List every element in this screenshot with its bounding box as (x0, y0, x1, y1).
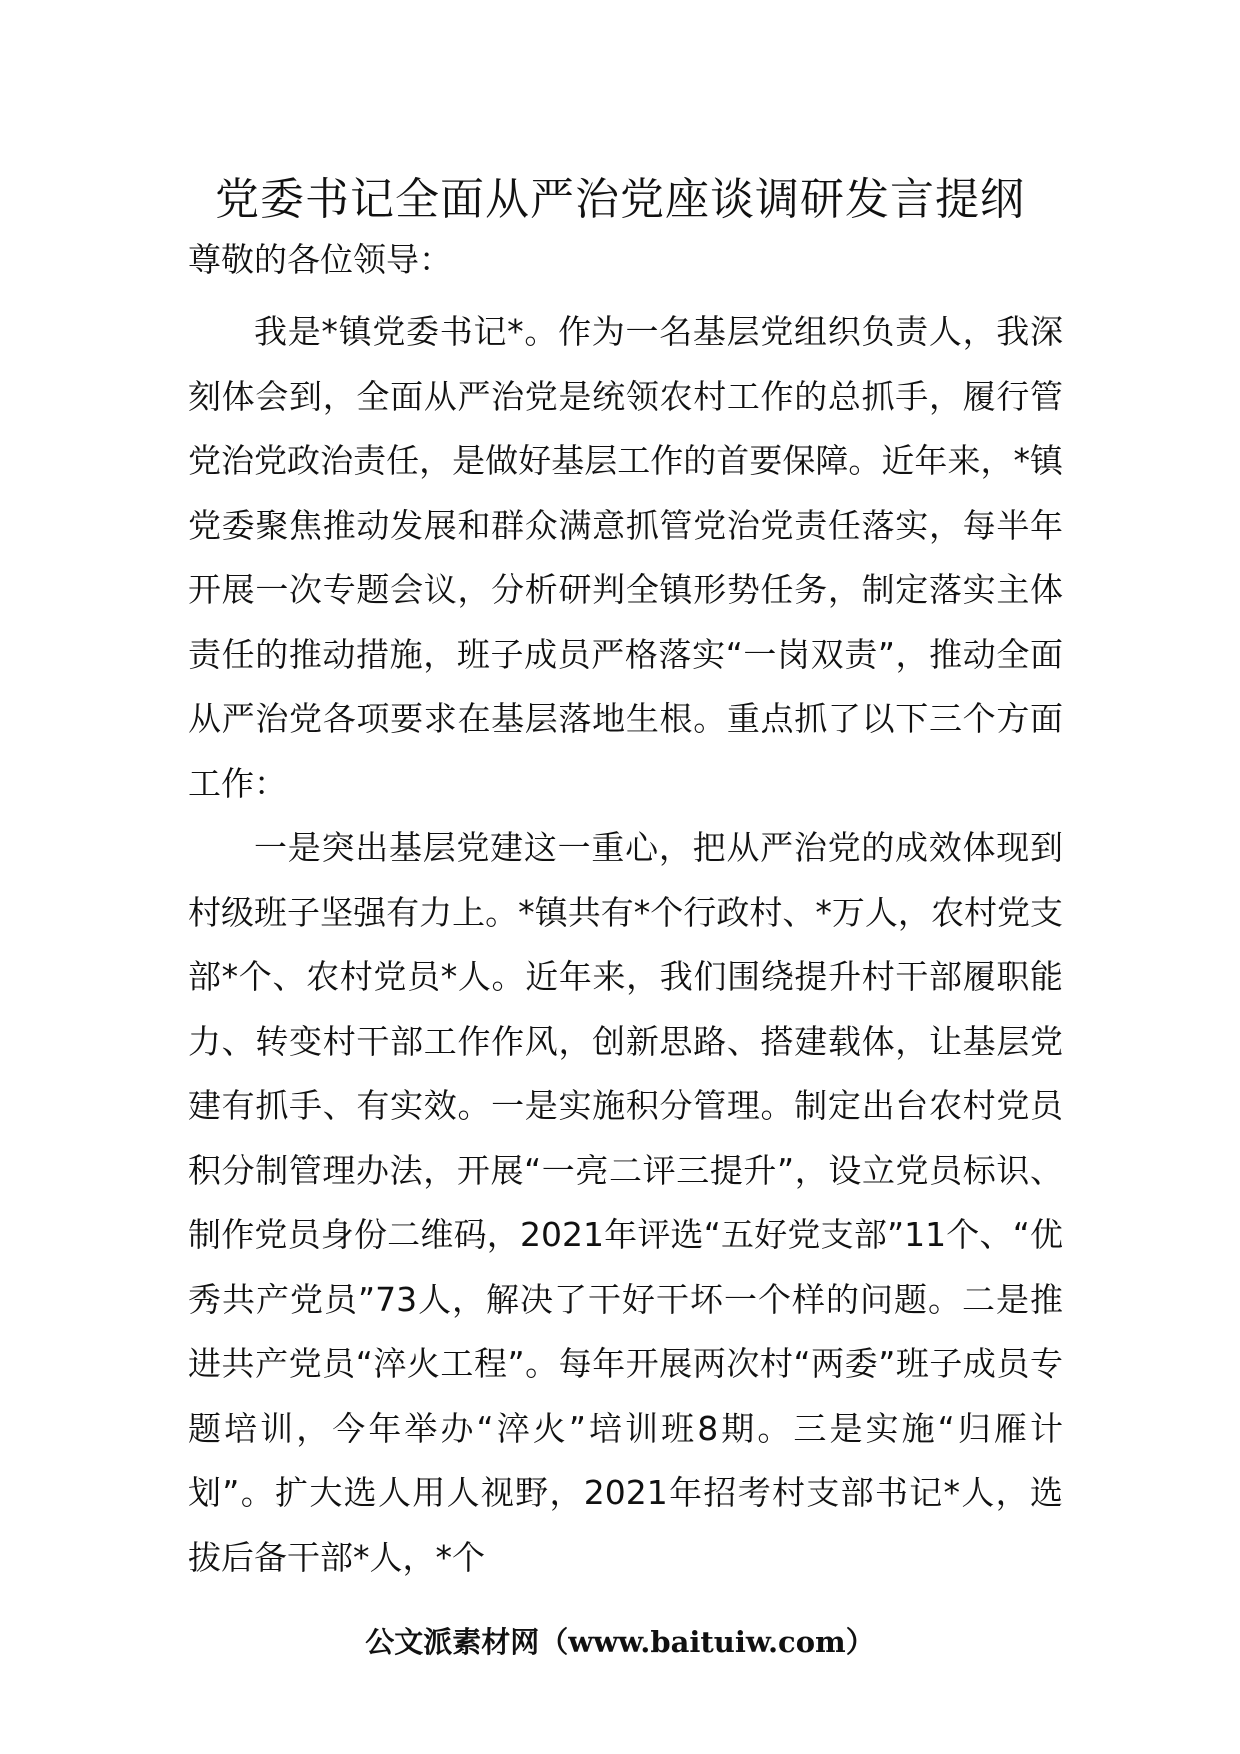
salutation: 尊敬的各位领导： (188, 240, 452, 279)
paragraph-intro: 我是*镇党委书记*。作为一名基层党组织负责人，我深刻体会到，全面从严治党是统领农村工作的总抓手，履行管党治党政治责任，是做好基层工作的首要保障。近年来，*镇党委聚焦推动发展和群众满意抓管党治党责任落实，每半年开展一次专题会议，分析研判全镇形势任务，制定落实主体责任的推动措施，班子成员严格落实“一岗双责”，推动全面从严治党各项要求在基层落地生根。重点抓了以下三个方面工作： (188, 312, 1063, 803)
document-body (188, 300, 1063, 1590)
paragraph-point-one: 一是突出基层党建这一重心，把从严治党的成效体现到村级班子坚强有力上。*镇共有*个行政村、*万人，农村党支部*个、农村党员*人。近年来，我们围绕提升村干部履职能力、转变村干部工作作风，创新思路、搭建载体，让基层党建有抓手、有实效。一是实施积分管理。制定出台农村党员积分制管理办法，开展“一亮二评三提升”，设立党员标识、制作党员身份二维码，2021年评选“五好党支部”11个、“优秀共产党员”73人，解决了干好干坏一个样的问题。二是推进共产党员“淬火工程”。每年开展两次村“两委”班子成员专题培训，今年举办“淬火”培训班8期。三是实施“归雁计划”。扩大选人用人视野，2021年招考村支部书记*人，选拔后备干部*人，*个 (188, 828, 1063, 1577)
footer-watermark: 公文派素材网（www.baituiw.com） (365, 1625, 875, 1659)
document-title: 党委书记全面从严治党座谈调研发言提纲 (215, 174, 1025, 225)
